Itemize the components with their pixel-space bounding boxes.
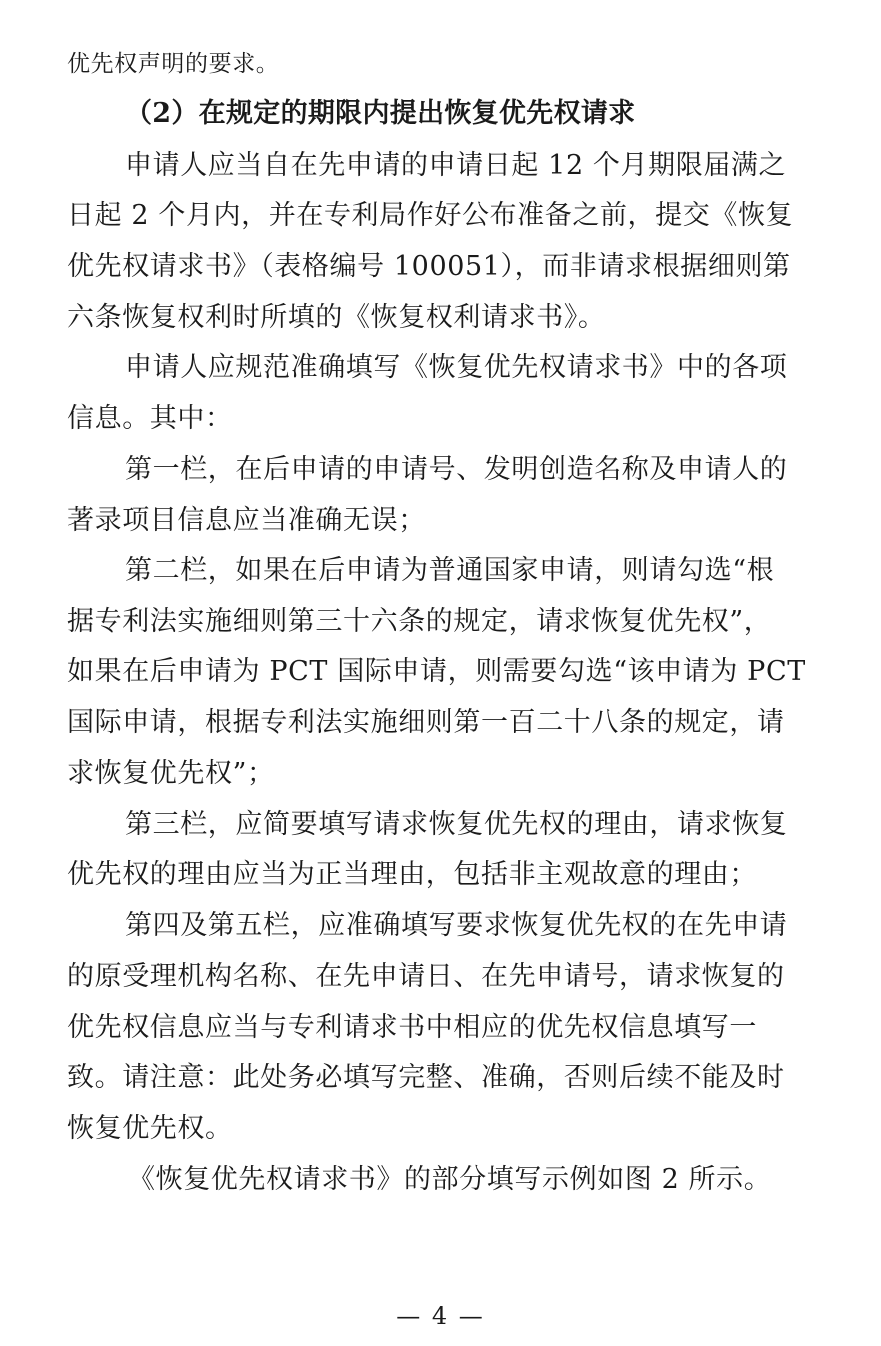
text-line: 致。请注意：此处务必填写完整、准确，否则后续不能及时 <box>67 1062 785 1093</box>
text-line: 第二栏，如果在后申请为普通国家申请，则请勾选“根 <box>125 555 775 586</box>
text-line: 申请人应规范准确填写《恢复优先权请求书》中的各项 <box>125 352 788 383</box>
text-line: 第四及第五栏，应准确填写要求恢复优先权的在先申请 <box>125 910 788 941</box>
text-line: 恢复优先权。 <box>67 1113 233 1144</box>
text-line: 六条恢复权利时所填的《恢复权利请求书》。 <box>67 302 606 333</box>
text-line: 第三栏，应简要填写请求恢复优先权的理由，请求恢复 <box>125 809 788 840</box>
section-heading: （2）在规定的期限内提出恢复优先权请求 <box>125 98 636 129</box>
text-line: 第一栏，在后申请的申请号、发明创造名称及申请人的 <box>125 454 788 485</box>
text-line: 信息。其中： <box>67 403 233 434</box>
text-line: 申请人应当自在先申请的申请日起 12 个月期限届满之 <box>125 150 787 181</box>
text-line: 《恢复优先权请求书》的部分填写示例如图 2 所示。 <box>128 1164 772 1195</box>
page-number: — 4 — <box>396 1302 485 1330</box>
text-line: 优先权的理由应当为正当理由，包括非主观故意的理由； <box>67 859 757 890</box>
text-line: 求恢复优先权”； <box>67 758 275 789</box>
text-line: 据专利法实施细则第三十六条的规定，请求恢复优先权”， <box>67 606 772 637</box>
text-line: 优先权信息应当与专利请求书中相应的优先权信息填写一 <box>67 1012 757 1043</box>
text-line: 优先权声明的要求。 <box>67 51 280 77</box>
text-line: 如果在后申请为 PCT 国际申请，则需要勾选“该申请为 PCT <box>67 656 806 687</box>
text-line: 国际申请，根据专利法实施细则第一百二十八条的规定，请 <box>67 707 785 738</box>
text-line: 优先权请求书》（表格编号 100051），而非请求根据细则第 <box>67 251 791 282</box>
text-line: 日起 2 个月内，并在专利局作好公布准备之前，提交《恢复 <box>67 200 794 231</box>
text-line: 的原受理机构名称、在先申请日、在先申请号，请求恢复的 <box>67 961 785 992</box>
text-line: 著录项目信息应当准确无误； <box>67 505 426 536</box>
